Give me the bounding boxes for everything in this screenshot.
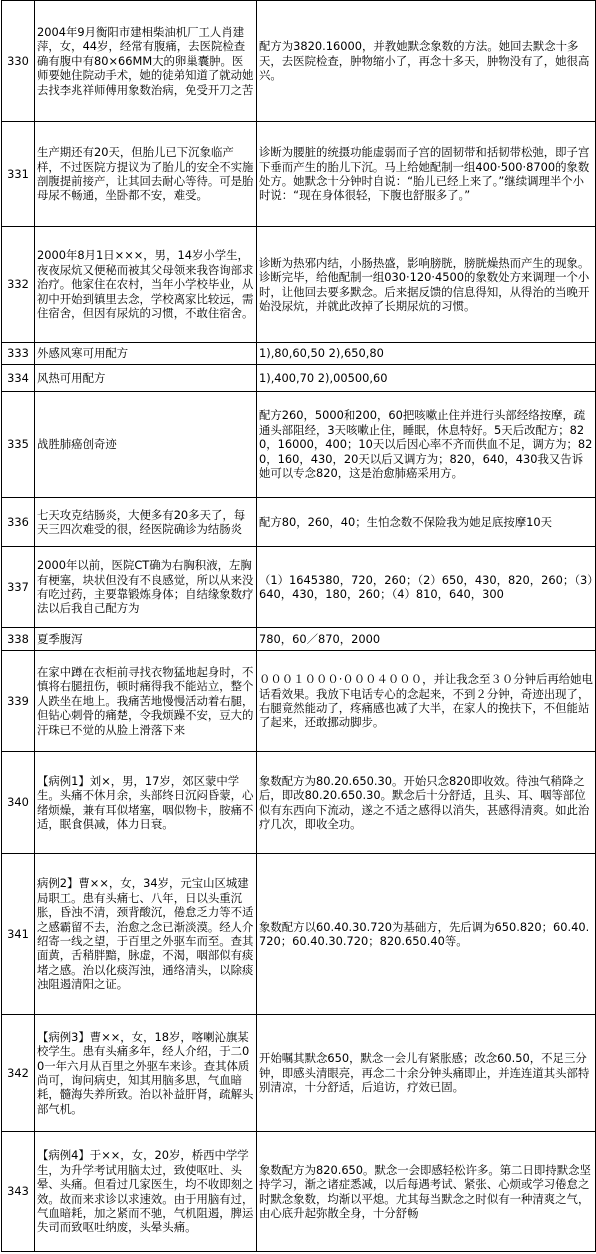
row-number: 330 — [2, 1, 35, 122]
formula-description: 象数配方为80.20.650.30。开始只念820即收效。待浊气稍降之后，即改80.20.650.30。默念后十分舒适，且头、耳、咽等部位似有东西向下流动，遂之不适之感得以消失，甚感得清爽。如此治疗几次，即收全功。 — [257, 752, 596, 854]
case-description: 病例2】曹××，女，34岁，元宝山区城建局职工。患有头痛七、八年，日以头重沉胀，昏浊不清，颈背酸沉，倦怠乏力等不适之感霸留不去，治愈之念已渐淡漠。经人介绍寄一线之望，于百里之外驱车而至。查其面黄，舌稍胖黯，脉虚，不渴，咽部似有痰堵之感。治以化痰泻浊，通络清头，以除痰浊阻遏清阳之证。 — [35, 854, 257, 1015]
case-description: 外感风寒可用配方 — [35, 343, 257, 365]
case-description: 夏季腹泻 — [35, 628, 257, 651]
formula-description: 配方80，260，40；生怕念数不保险我为她足底按摩10天 — [257, 498, 596, 547]
formula-description: 1),400,70 2),00500,60 — [257, 365, 596, 392]
table-row — [2, 1015, 596, 1132]
formula-description: 诊断为腰脏的统摄功能虚弱而子宫的固韧带和括韧带松弛，即子宫下垂而产生的胎儿下沉。马上给她配制一组400·500·8700的象数处方。她默念十分钟时自说：“胎儿已经上来了。”继续调理半个小时说：“现在身体很轻，下腹也舒服多了。” — [257, 122, 596, 227]
table-row — [2, 651, 596, 752]
row-number: 333 — [2, 343, 35, 365]
row-number: 332 — [2, 227, 35, 343]
table-row — [2, 1, 596, 122]
row-number: 339 — [2, 651, 35, 752]
row-number: 340 — [2, 752, 35, 854]
case-description: 战胜肺癌创奇迹 — [35, 392, 257, 498]
table-row — [2, 343, 596, 365]
case-description: 在家中蹲在衣柜前寻找衣物猛地起身时，不慎将右腿扭伤，顿时痛得我不能站立，整个人跌坐在地上。我痛苦地慢慢活动着右腿，但钻心刺骨的痛楚，令我烦躁不安，豆大的汗珠已不觉的从脸上滑落下来 — [35, 651, 257, 752]
row-number: 337 — [2, 547, 35, 628]
table-row — [2, 122, 596, 227]
case-description: 2000年以前，医院CT确为右胸积液，左胸有梗塞，块状但没有不良感觉，所以从来没有吃过药，主要靠锻炼身体；自结缘象数疗法以后我自己配方为 — [35, 547, 257, 628]
table-row — [2, 392, 596, 498]
formula-description: ０００１０００·０００４０００，并让我念至３０分钟后再给她电话看效果。我放下电话专心的念起来，不到２分钟，奇迹出现了，右腿竟然能动了，疼痛感也减了大半，在家人的挽扶下，不但能站了起来，还敢挪动脚步。 — [257, 651, 596, 752]
table-row — [2, 365, 596, 392]
row-number: 335 — [2, 392, 35, 498]
row-number: 338 — [2, 628, 35, 651]
row-number: 342 — [2, 1015, 35, 1132]
formula-description: 780，60／870，2000 — [257, 628, 596, 651]
case-description: 七天攻克结肠炎，大便多有20多天了，每天三四次难受的很，经医院确诊为结肠炎 — [35, 498, 257, 547]
formula-description: 配方260，5000和200，60把咳嗽止住并进行头部经络按摩，疏通头部阻经，3天咳嗽止住，睡眠，休息特好。5天后改配方；820，16000，400；10天以后因心率不齐而供血不足，调方为；820，160，430，20天以后又调方为；820，640，430我又告诉她可以专念820，这是治愈肺癌采用方。 — [257, 392, 596, 498]
formula-description: （1）1645380，720，260；（2）650，430，820，260；（3）640，430，180，260；（4）810，640，300 — [257, 547, 596, 628]
case-description: 2000年8月1日×××，男，14岁小学生，夜夜尿炕又便秘而被其父母领来我咨询部求治疗。他家住在农村，当年小学校毕业，从初中开始到镇里去念，学校离家比较远，需住宿舍，但因有尿炕的习惯，不敢住宿舍。 — [35, 227, 257, 343]
table-row — [2, 1132, 596, 1252]
remedy-table — [1, 0, 596, 1252]
table-row — [2, 854, 596, 1015]
table-row — [2, 547, 596, 628]
case-description: 生产期还有20天，但胎儿已下沉象临产样，不过医院方提议为了胎儿的安全不实施剖腹提前接产，让其回去耐心等待。可是胎母尿不畅通，坐卧都不安，难受。 — [35, 122, 257, 227]
table-row — [2, 498, 596, 547]
case-description: 【病例4】于××，女，20岁，桥西中学学生，为升学考试用脑太过，致使呕吐、头晕、头痛。但看过几家医生，均不收即刻之效。故而来求诊以求速效。由于用脑有过，气血暗耗，加之紧而不驰，气机阻遏，脾运失司而致呕吐纳废，头晕头痛。 — [35, 1132, 257, 1252]
table-row — [2, 752, 596, 854]
row-number: 331 — [2, 122, 35, 227]
case-description: 风热可用配方 — [35, 365, 257, 392]
formula-description: 诊断为热邪内结，小肠热盛，影响膀胱，膀胱燥热而产生的现象。诊断完毕，给他配制一组030·120·4500的象数处方来调理一个小时，让他回去要多默念。后来据反馈的信息得知，从得治的当晚开始没尿炕，并就此改掉了长期尿炕的习惯。 — [257, 227, 596, 343]
formula-description: 开始嘱其默念650，默念一会儿有紧胀感；改念60.50，不足三分钟，即感头清眼亮，再念二十余分钟头痛即止，并连连道其头部特别清凉，十分舒适，后追访，疗效已固。 — [257, 1015, 596, 1132]
formula-description: 象数配方以60.40.30.720为基础方，先后调为650.820；60.40.720；60.40.30.720；820.650.40等。 — [257, 854, 596, 1015]
row-number: 334 — [2, 365, 35, 392]
formula-description: 配方为3820.16000，并教她默念象数的方法。她回去默念十多天，去医院检查，肿物缩小了，再念十多天，肿物没有了，她很高兴。 — [257, 1, 596, 122]
row-number: 341 — [2, 854, 35, 1015]
row-number: 343 — [2, 1132, 35, 1252]
case-description: 【病例1】刘×，男，17岁，郊区蒙中学生。头痛不休月余，头部终日沉闷昏蒙，心绪烦燥，兼有耳似堵塞，咽似物卡，胺痛不适，眠食俱减，体力日衰。 — [35, 752, 257, 854]
table-row — [2, 227, 596, 343]
formula-description: 1),80,60,50 2),650,80 — [257, 343, 596, 365]
case-description: 【病例3】曹××，女，18岁，喀喇沁旗某校学生。患有头痛多年，经人介绍，于二00一年六月从百里之外驱车来诊。查其体质尚可，询问病史，知其用脑多思，气血暗耗，髓海失养所致。治以补益肝肾，疏解头部气机。 — [35, 1015, 257, 1132]
table-row — [2, 628, 596, 651]
case-description: 2004年9月衡阳市建相柴油机厂工人肖建萍，女，44岁，经常有腹痛，去医院检查确有腹中有80×66MM大的卵巢囊肿。医师要她住院动手术，她的徒弟知道了就动她去找李兆祥师傅用象数治病，免受开刀之苦 — [35, 1, 257, 122]
row-number: 336 — [2, 498, 35, 547]
formula-description: 象数配方为820.650。默念一会即感轻松许多。第二日即持默念坚持学习，渐之诸症悉减，以后每遇考试、紧张、心烦或学习倦怠之时默念象数，均渐以平熄。尤其每当默念之时似有一种清爽之气，由心底升起弥散全身，十分舒畅 — [257, 1132, 596, 1252]
